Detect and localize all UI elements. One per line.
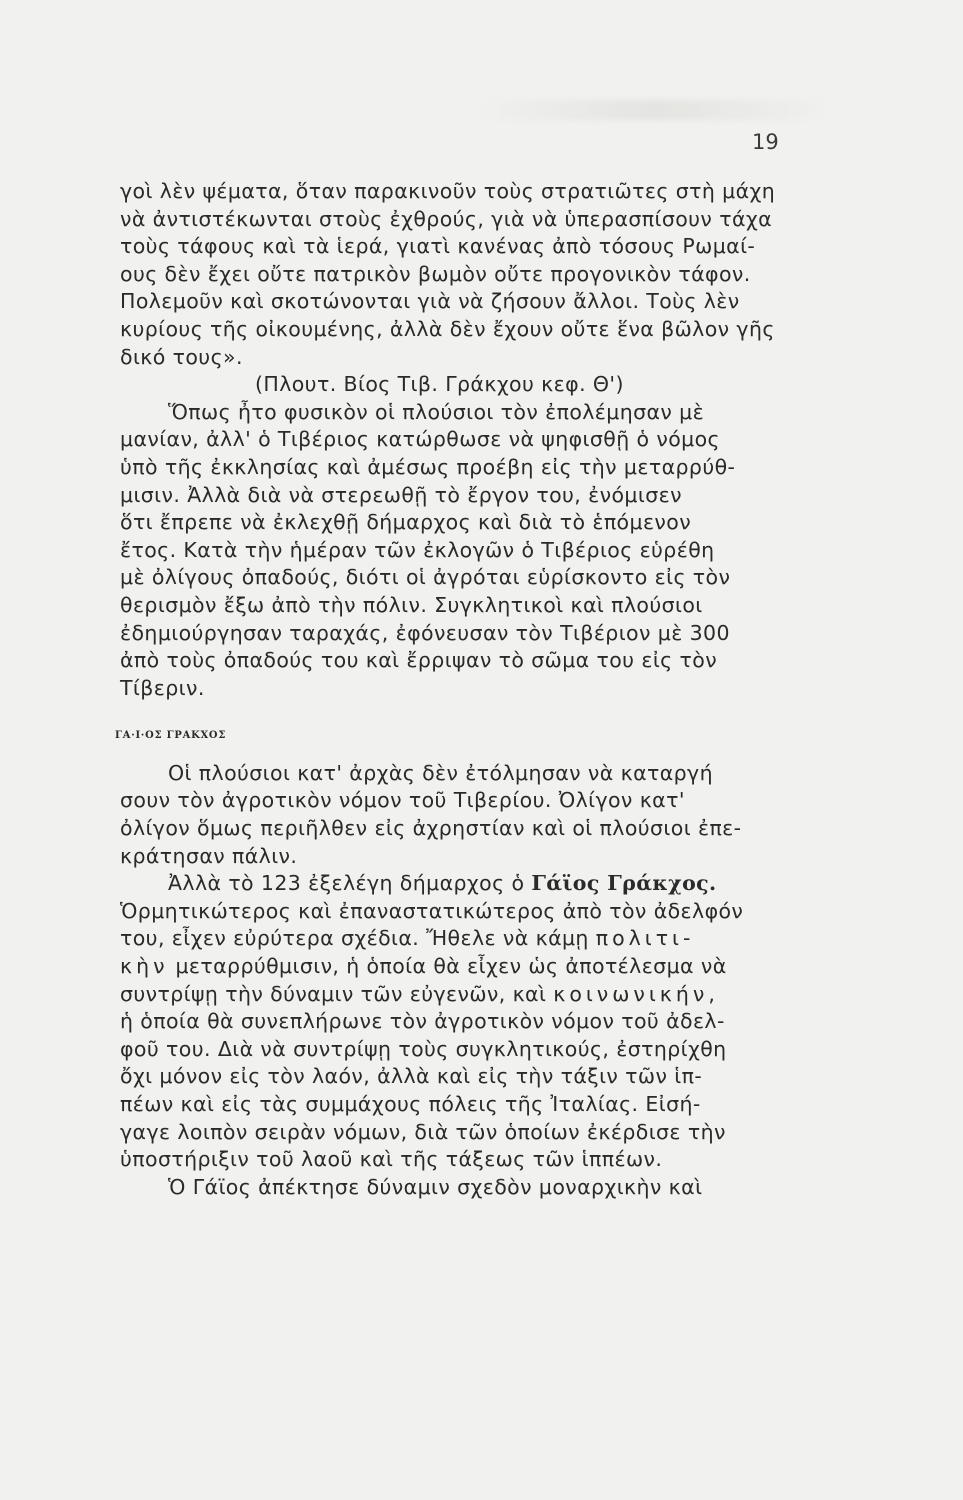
text-line: φοῦ του. Διὰ νὰ συντρίψῃ τοὺς συγκλητικούς, ἐστηρίχθη xyxy=(120,1036,727,1061)
bold-name: Γάϊος Γράκχος. xyxy=(531,871,717,896)
text-segment: του, εἶχεν εὐρύτερα σχέδια. Ἤθελε νὰ κάμῃ xyxy=(120,926,596,951)
text-line: ους δὲν ἔχει οὔτε πατρικὸν βωμὸν οὔτε προγονικὸν τάφον. xyxy=(120,261,751,286)
text-line: γαγε λοιπὸν σειρὰν νόμων, διὰ τῶν ὁποίων ἐκέρδισε τὴν xyxy=(120,1119,726,1144)
text-line: Ὁρμητικώτερος καὶ ἐπαναστατικώτερος ἀπὸ τὸν ἀδελφόν xyxy=(120,898,744,923)
text-line: πέων καὶ εἰς τὰς συμμάχους πόλεις τῆς Ἰταλίας. Εἰσή- xyxy=(120,1092,701,1116)
text-line: Πολεμοῦν καὶ σκοτώνονται γιὰ νὰ ζήσουν ἄλλοι. Τοὺς λὲν xyxy=(120,289,740,314)
bleed-through-shadow xyxy=(480,100,830,120)
text-line: ἔτος. Κατὰ τὴν ἡμέραν τῶν ἐκλογῶν ὁ Τιβέριος εὑρέθη xyxy=(120,537,715,562)
text-line: θερισμὸν ἔξω ἀπὸ τὴν πόλιν. Συγκλητικοὶ καὶ πλούσιοι xyxy=(120,592,703,617)
text-line xyxy=(120,953,820,981)
text-line: ὅτι ἔπρεπε νὰ ἐκλεχθῇ δήμαρχος καὶ διὰ τὸ ἑπόμενον xyxy=(120,510,692,535)
text-line: τοὺς τάφους καὶ τὰ ἱερά, γιατὶ κανένας ἀπὸ τόσους Ρωμαί- xyxy=(120,234,756,259)
spacer xyxy=(120,702,820,722)
text-line: ὑπὸ τῆς ἐκκλησίας καὶ ἀμέσως προέβη εἰς τὴν μεταρρύθ- xyxy=(120,454,736,479)
text-line: Τίβεριν. xyxy=(120,675,205,700)
text-line: γοὶ λὲν ψέματα, ὅταν παρακινοῦν τοὺς στρατιῶτες στὴ μάχη xyxy=(120,179,776,203)
text-line xyxy=(120,981,820,1009)
spaced-text: κὴν xyxy=(120,954,169,979)
text-line: Ὅπως ἦτο φυσικὸν οἱ πλούσιοι τὸν ἐπολέμησαν μὲ xyxy=(168,399,705,424)
page-number: 19 xyxy=(752,130,779,154)
text-line: ὑποστήριξιν τοῦ λαοῦ καὶ τῆς τάξεως τῶν ἱππέων. xyxy=(120,1147,663,1172)
text-line xyxy=(120,925,820,953)
text-line: ὄχι μόνον εἰς τὸν λαόν, ἀλλὰ καὶ εἰς τὴν τάξιν τῶν ἱπ- xyxy=(120,1064,703,1089)
section-heading: ΓΑ·Ι·ΟΣ ΓΡΑΚΧΟΣ xyxy=(115,730,227,742)
text-line: Ὁ Γάϊος ἀπέκτησε δύναμιν σχεδὸν μοναρχικὴν καὶ xyxy=(168,1174,703,1199)
spaced-text: πολιτι- xyxy=(595,926,695,951)
text-segment: Ἀλλὰ τὸ 123 ἐξελέγη δήμαρχος ὁ xyxy=(168,871,532,896)
text-line: μισιν. Ἀλλὰ διὰ νὰ στερεωθῇ τὸ ἔργον του, ἐνόμισεν xyxy=(120,482,682,507)
spacer xyxy=(120,750,820,760)
text-line: ἀπὸ τοὺς ὀπαδούς του καὶ ἔρριψαν τὸ σῶμα του εἰς τὸν xyxy=(120,648,718,673)
spaced-text: κοινωνικήν, xyxy=(553,981,719,1006)
text-line: σουν τὸν ἀγροτικὸν νόμον τοῦ Τιβερίου. Ὀλίγον κατ' xyxy=(120,788,685,813)
text-line: νὰ ἀντιστέκωνται στοὺς ἐχθρούς, γιὰ νὰ ὑπερασπίσουν τάχα xyxy=(120,206,773,231)
text-line: μὲ ὀλίγους ὀπαδούς, διότι οἱ ἀγρόται εὑρίσκοντο εἰς τὸν xyxy=(120,565,731,590)
text-line: Οἱ πλούσιοι κατ' ἀρχὰς δὲν ἐτόλμησαν νὰ καταργή xyxy=(168,760,713,785)
text-segment: συντρίψῃ τὴν δύναμιν τῶν εὐγενῶν, καὶ xyxy=(120,981,554,1006)
text-line xyxy=(120,870,820,898)
text-line: δικό τους». xyxy=(120,344,243,369)
text-line: μανίαν, ἀλλ' ὁ Τιβέριος κατώρθωσε νὰ ψηφισθῇ ὁ νόμος xyxy=(120,427,720,452)
page-body xyxy=(115,178,820,1201)
text-line: ἡ ὁποία θὰ συνεπλήρωνε τὸν ἀγροτικὸν νόμον τοῦ ἀδελ- xyxy=(120,1009,725,1034)
text-segment: μεταρρύθμισιν, ἡ ὁποία θὰ εἶχεν ὡς ἀποτέλεσμα νὰ xyxy=(168,954,727,979)
text-line: ἐδημιούργησαν ταραχάς, ἐφόνευσαν τὸν Τιβέριον μὲ 300 xyxy=(120,620,730,645)
text-line: ὀλίγον ὅμως περιῆλθεν εἰς ἀχρηστίαν καὶ οἱ πλούσιοι ἐπε- xyxy=(120,816,742,841)
citation: (Πλουτ. Βίος Τιβ. Γράκχου κεφ. Θ') xyxy=(255,372,624,397)
text-line: κυρίους τῆς οἰκουμένης, ἀλλὰ δὲν ἔχουν οὔτε ἕνα βῶλον γῆς xyxy=(120,316,775,341)
text-line: κράτησαν πάλιν. xyxy=(120,843,298,868)
